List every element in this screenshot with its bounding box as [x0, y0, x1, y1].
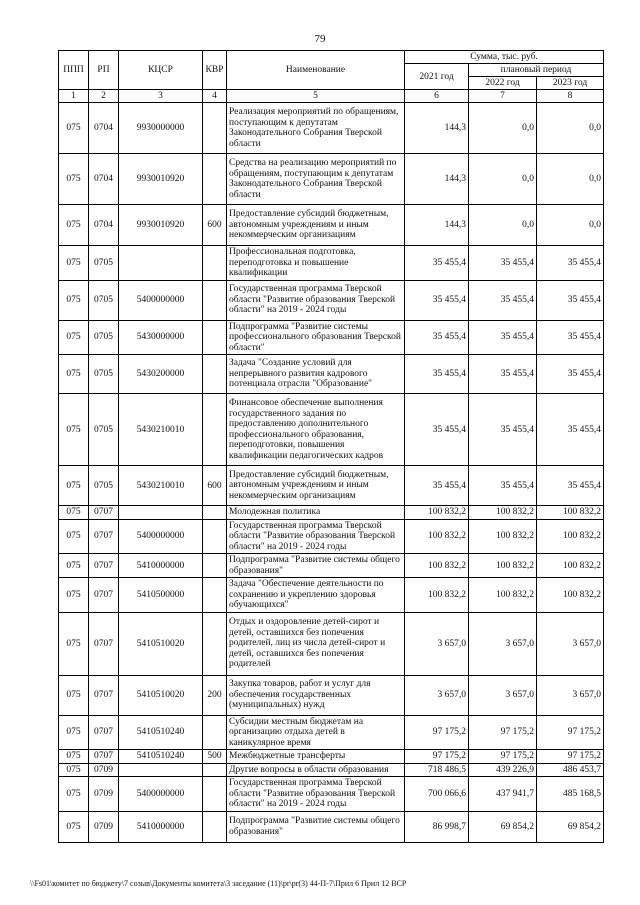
cell-kvr: 500 [203, 750, 227, 764]
cell-kvr [203, 612, 227, 675]
cell-2023: 0,0 [537, 205, 604, 246]
cell-kvr: 600 [203, 205, 227, 246]
column-number: 1 [59, 90, 89, 103]
cell-name: Государственная программа Тверской области "Развитие образования Тверской области" на 2019 - 2024 годы [227, 280, 405, 320]
cell-ppp: 075 [59, 777, 89, 812]
cell-2023: 35 455,4 [537, 466, 604, 506]
header-name: Наименование [227, 51, 405, 90]
cell-2022: 35 455,4 [469, 466, 537, 506]
table-row [59, 777, 604, 812]
cell-2023: 0,0 [537, 103, 604, 154]
table-row [59, 154, 604, 205]
cell-2021: 35 455,4 [405, 246, 469, 281]
cell-name: Субсидии местным бюджетам на организацию отдыха детей в каникулярное время [227, 715, 405, 750]
cell-name: Межбюджетные трансферты [227, 750, 405, 764]
cell-2023: 35 455,4 [537, 394, 604, 466]
cell-2022: 0,0 [469, 205, 537, 246]
cell-2021: 35 455,4 [405, 280, 469, 320]
cell-2022: 100 832,2 [469, 578, 537, 613]
cell-rp: 0707 [89, 715, 119, 750]
table-row [59, 355, 604, 394]
cell-2023: 35 455,4 [537, 320, 604, 355]
cell-name: Предоставление субсидий бюджетным, автономным учреждениям и иным некоммерческим организациям [227, 466, 405, 506]
cell-2023: 35 455,4 [537, 280, 604, 320]
column-number: 7 [469, 90, 537, 103]
cell-2022: 100 832,2 [469, 519, 537, 554]
cell-2021: 144,3 [405, 103, 469, 154]
cell-kcsr: 5410510020 [119, 612, 203, 675]
cell-ppp: 075 [59, 675, 89, 715]
cell-rp: 0705 [89, 246, 119, 281]
cell-2023: 100 832,2 [537, 506, 604, 520]
cell-2021: 97 175,2 [405, 750, 469, 764]
cell-2021: 100 832,2 [405, 519, 469, 554]
header-rp: РП [89, 51, 119, 90]
table-row [59, 811, 604, 842]
cell-rp: 0705 [89, 320, 119, 355]
cell-kcsr [119, 506, 203, 520]
header-sum: Сумма, тыс. руб. [405, 51, 604, 64]
column-number: 2 [89, 90, 119, 103]
table-row [59, 246, 604, 281]
cell-ppp: 075 [59, 763, 89, 777]
table-row [59, 750, 604, 764]
cell-name: Государственная программа Тверской области "Развитие образования Тверской области" на 2019 - 2024 годы [227, 777, 405, 812]
table-row [59, 554, 604, 578]
cell-ppp: 075 [59, 519, 89, 554]
cell-kvr [203, 246, 227, 281]
cell-ppp: 075 [59, 811, 89, 842]
cell-2022: 0,0 [469, 154, 537, 205]
cell-2023: 3 657,0 [537, 612, 604, 675]
cell-2022: 0,0 [469, 103, 537, 154]
cell-kcsr: 5400000000 [119, 280, 203, 320]
table-row [59, 280, 604, 320]
column-number: 3 [119, 90, 203, 103]
page-number: 79 [314, 33, 326, 45]
cell-name: Средства на реализацию мероприятий по обращениям, поступающим к депутатам Законодательного Собрания Тверской области [227, 154, 405, 205]
cell-rp: 0707 [89, 519, 119, 554]
cell-rp: 0705 [89, 394, 119, 466]
cell-ppp: 075 [59, 205, 89, 246]
column-number: 5 [227, 90, 405, 103]
table-row [59, 205, 604, 246]
cell-2023: 485 168,5 [537, 777, 604, 812]
table-row [59, 715, 604, 750]
cell-kcsr: 9930000000 [119, 103, 203, 154]
table-row [59, 394, 604, 466]
cell-2023: 486 453,7 [537, 763, 604, 777]
cell-2021: 100 832,2 [405, 506, 469, 520]
cell-2021: 3 657,0 [405, 675, 469, 715]
cell-rp: 0704 [89, 103, 119, 154]
cell-2021: 144,3 [405, 154, 469, 205]
cell-kvr [203, 506, 227, 520]
cell-ppp: 075 [59, 506, 89, 520]
cell-ppp: 075 [59, 578, 89, 613]
cell-rp: 0705 [89, 355, 119, 394]
cell-rp: 0709 [89, 777, 119, 812]
cell-rp: 0707 [89, 578, 119, 613]
cell-kcsr: 5400000000 [119, 519, 203, 554]
table-row [59, 320, 604, 355]
cell-2021: 35 455,4 [405, 320, 469, 355]
cell-kvr [203, 154, 227, 205]
cell-kcsr: 5430000000 [119, 320, 203, 355]
cell-ppp: 075 [59, 355, 89, 394]
cell-rp: 0707 [89, 506, 119, 520]
cell-2023: 100 832,2 [537, 519, 604, 554]
cell-kcsr: 5410510240 [119, 715, 203, 750]
cell-kvr [203, 715, 227, 750]
cell-2022: 35 455,4 [469, 280, 537, 320]
cell-kvr [203, 103, 227, 154]
cell-rp: 0707 [89, 554, 119, 578]
cell-ppp: 075 [59, 320, 89, 355]
cell-name: Закупка товаров, работ и услуг для обеспечения государственных (муниципальных) нужд [227, 675, 405, 715]
cell-rp: 0707 [89, 612, 119, 675]
cell-kvr [203, 320, 227, 355]
cell-ppp: 075 [59, 394, 89, 466]
cell-kcsr: 5400000000 [119, 777, 203, 812]
cell-kvr: 200 [203, 675, 227, 715]
cell-2022: 35 455,4 [469, 394, 537, 466]
header-year-2023: 2023 год [537, 77, 604, 90]
cell-name: Предоставление субсидий бюджетным, автономным учреждениям и иным некоммерческим организациям [227, 205, 405, 246]
cell-rp: 0709 [89, 763, 119, 777]
cell-kvr [203, 763, 227, 777]
cell-2022: 97 175,2 [469, 750, 537, 764]
table-row [59, 578, 604, 613]
cell-2023: 35 455,4 [537, 355, 604, 394]
cell-ppp: 075 [59, 554, 89, 578]
cell-name: Подпрограмма "Развитие системы общего образования" [227, 554, 405, 578]
cell-ppp: 075 [59, 246, 89, 281]
cell-kcsr: 9930010920 [119, 205, 203, 246]
cell-name: Государственная программа Тверской области "Развитие образования Тверской области" на 2019 - 2024 годы [227, 519, 405, 554]
cell-kvr [203, 554, 227, 578]
table-row [59, 612, 604, 675]
cell-kvr [203, 777, 227, 812]
column-number: 4 [203, 90, 227, 103]
cell-name: Подпрограмма "Развитие системы профессионального образования Тверской области" [227, 320, 405, 355]
table-row [59, 506, 604, 520]
cell-2023: 100 832,2 [537, 554, 604, 578]
column-number: 6 [405, 90, 469, 103]
cell-kvr [203, 394, 227, 466]
cell-2022: 437 941,7 [469, 777, 537, 812]
cell-kvr [203, 355, 227, 394]
cell-2022: 439 226,9 [469, 763, 537, 777]
cell-kcsr: 5410000000 [119, 554, 203, 578]
cell-ppp: 075 [59, 103, 89, 154]
cell-kcsr [119, 763, 203, 777]
cell-2021: 35 455,4 [405, 466, 469, 506]
cell-kcsr: 5430210010 [119, 466, 203, 506]
cell-2023: 3 657,0 [537, 675, 604, 715]
cell-2021: 35 455,4 [405, 355, 469, 394]
cell-rp: 0707 [89, 750, 119, 764]
cell-kvr: 600 [203, 466, 227, 506]
cell-2023: 0,0 [537, 154, 604, 205]
header-year-2022: 2022 год [469, 77, 537, 90]
table-row [59, 519, 604, 554]
cell-2021: 100 832,2 [405, 578, 469, 613]
cell-rp: 0704 [89, 154, 119, 205]
cell-2023: 97 175,2 [537, 715, 604, 750]
cell-kcsr: 5410510020 [119, 675, 203, 715]
cell-2022: 97 175,2 [469, 715, 537, 750]
column-number: 8 [537, 90, 604, 103]
cell-kcsr: 5410000000 [119, 811, 203, 842]
cell-kcsr: 5430200000 [119, 355, 203, 394]
cell-ppp: 075 [59, 715, 89, 750]
cell-name: Реализация мероприятий по обращениям, поступающим к депутатам Законодательного Собрания Тверской области [227, 103, 405, 154]
cell-2022: 100 832,2 [469, 506, 537, 520]
cell-kvr [203, 578, 227, 613]
cell-2022: 69 854,2 [469, 811, 537, 842]
cell-ppp: 075 [59, 612, 89, 675]
cell-2021: 144,3 [405, 205, 469, 246]
cell-kvr [203, 519, 227, 554]
cell-ppp: 075 [59, 750, 89, 764]
cell-kcsr: 9930010920 [119, 154, 203, 205]
header-kcsr: КЦСР [119, 51, 203, 90]
cell-2021: 86 998,7 [405, 811, 469, 842]
cell-rp: 0709 [89, 811, 119, 842]
header-kvr: КВР [203, 51, 227, 90]
cell-name: Молодежная политика [227, 506, 405, 520]
cell-2021: 3 657,0 [405, 612, 469, 675]
cell-rp: 0704 [89, 205, 119, 246]
cell-2023: 69 854,2 [537, 811, 604, 842]
cell-2022: 3 657,0 [469, 612, 537, 675]
cell-ppp: 075 [59, 280, 89, 320]
cell-2021: 100 832,2 [405, 554, 469, 578]
cell-name: Профессиональная подготовка, переподготовка и повышение квалификации [227, 246, 405, 281]
cell-ppp: 075 [59, 466, 89, 506]
cell-name: Финансовое обеспечение выполнения государственного задания по предоставлению дополнительного профессионального образования, переподготовки, повышения квалификации педагогических кадров [227, 394, 405, 466]
cell-name: Подпрограмма "Развитие системы общего образования" [227, 811, 405, 842]
cell-kvr [203, 280, 227, 320]
budget-table [58, 50, 604, 843]
table-row [59, 103, 604, 154]
cell-2022: 100 832,2 [469, 554, 537, 578]
cell-name: Другие вопросы в области образования [227, 763, 405, 777]
footer-file-path: \\Fs01\комитет по бюджету\7 созыв\Документы комитета\3 заседание (11)\pr\pr(3) 44-П-7\Прил 6 Прил 12 ВСР [30, 879, 407, 888]
cell-rp: 0705 [89, 280, 119, 320]
cell-2023: 97 175,2 [537, 750, 604, 764]
cell-kcsr: 5410510240 [119, 750, 203, 764]
cell-rp: 0707 [89, 675, 119, 715]
cell-2022: 35 455,4 [469, 246, 537, 281]
cell-2022: 35 455,4 [469, 320, 537, 355]
cell-2023: 100 832,2 [537, 578, 604, 613]
cell-2021: 97 175,2 [405, 715, 469, 750]
table-row [59, 466, 604, 506]
cell-kcsr: 5430210010 [119, 394, 203, 466]
cell-2022: 35 455,4 [469, 355, 537, 394]
cell-name: Отдых и оздоровление детей-сирот и детей, оставшихся без попечения родителей, лиц из числа детей-сирот и детей, оставшихся без попечения родителей [227, 612, 405, 675]
cell-2021: 35 455,4 [405, 394, 469, 466]
cell-kcsr: 5410500000 [119, 578, 203, 613]
table-row [59, 763, 604, 777]
header-year-2021: 2021 год [405, 64, 469, 90]
cell-ppp: 075 [59, 154, 89, 205]
cell-2021: 700 066,6 [405, 777, 469, 812]
cell-rp: 0705 [89, 466, 119, 506]
cell-kcsr [119, 246, 203, 281]
cell-2021: 718 486,5 [405, 763, 469, 777]
header-ppp: ППП [59, 51, 89, 90]
cell-2023: 35 455,4 [537, 246, 604, 281]
cell-name: Задача "Создание условий для непрерывного развития кадрового потенциала отрасли "Образование" [227, 355, 405, 394]
header-planned-period: плановый период [469, 64, 604, 77]
table-row [59, 675, 604, 715]
cell-2022: 3 657,0 [469, 675, 537, 715]
cell-name: Задача "Обеспечение деятельности по сохранению и укреплению здоровья обучающихся" [227, 578, 405, 613]
cell-kvr [203, 811, 227, 842]
